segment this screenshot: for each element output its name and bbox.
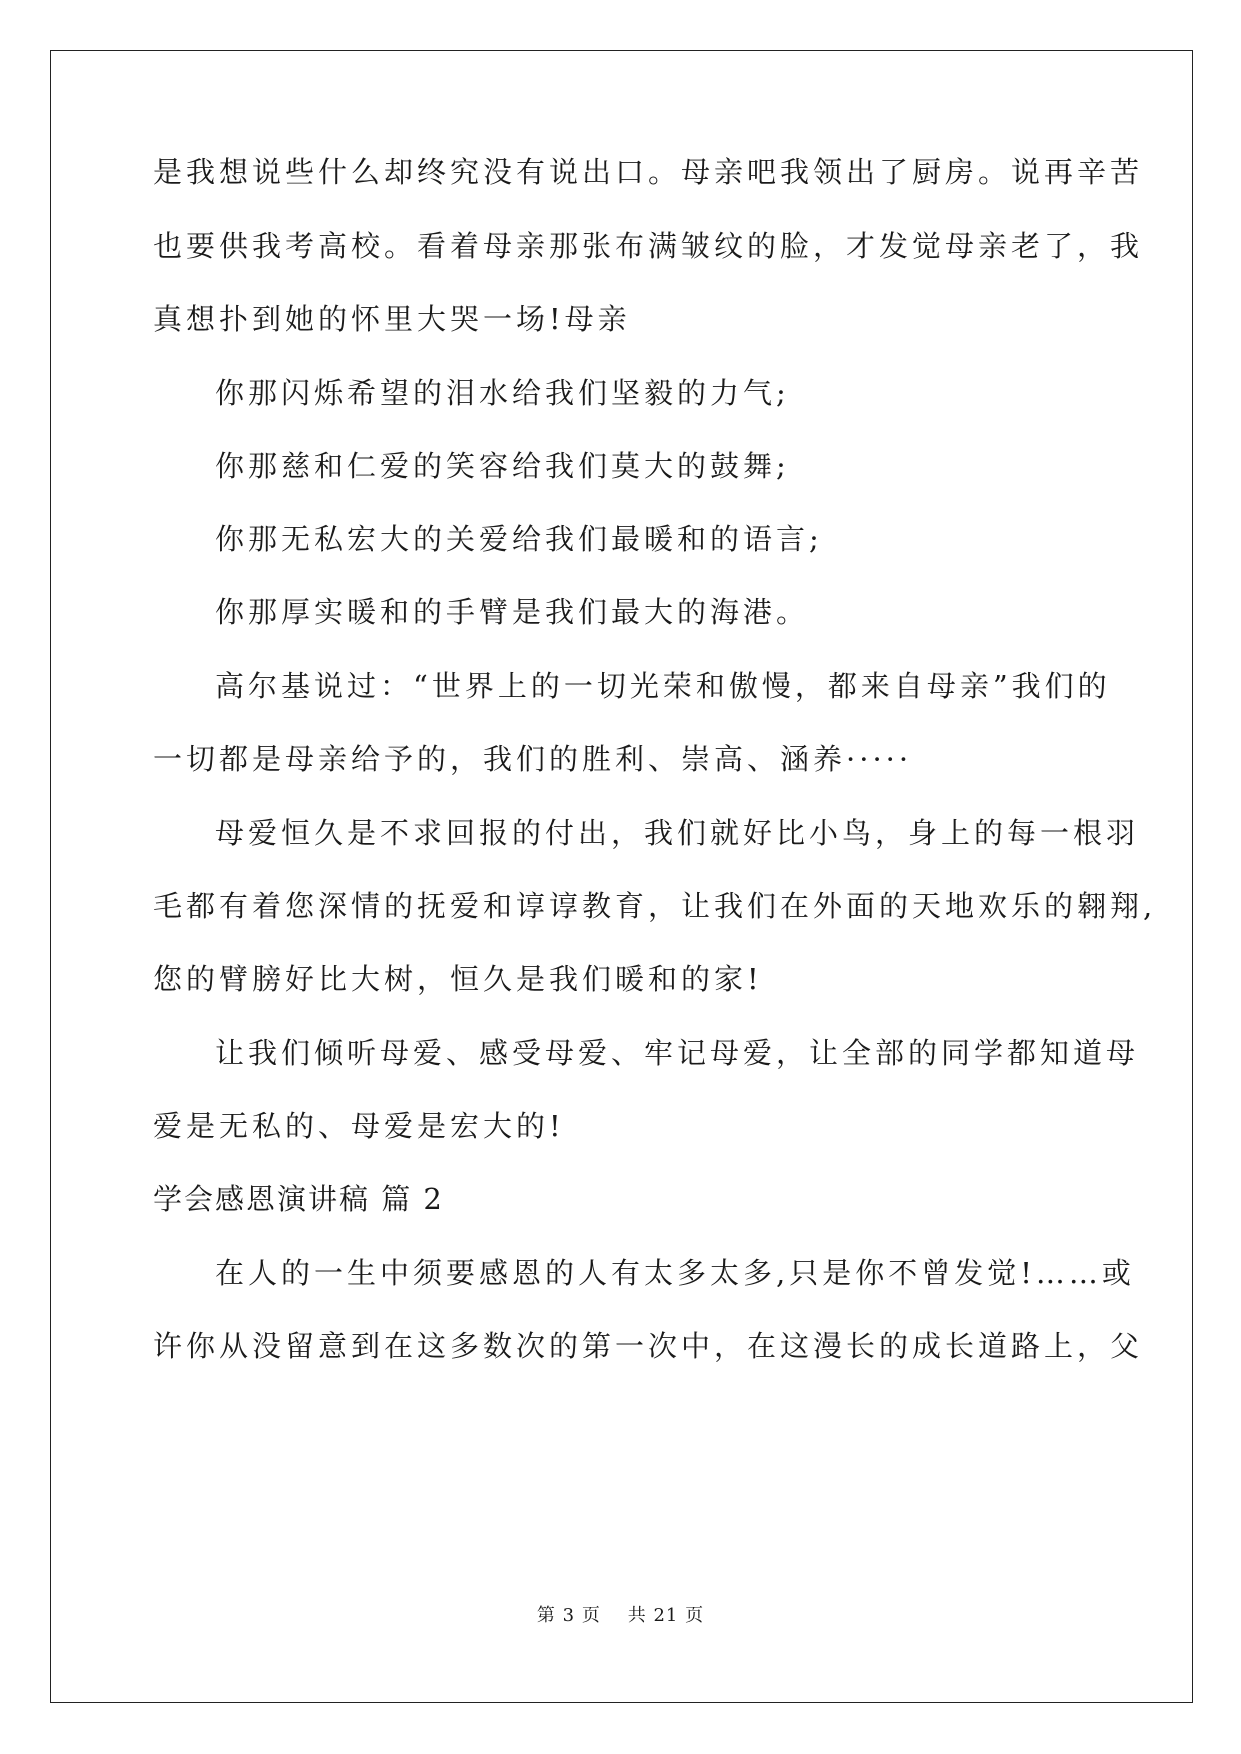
page-total: 共 21 页	[627, 1605, 705, 1626]
text-line: 毛都有着您深情的抚爱和谆谆教育，让我们在外面的天地欢乐的翱翔,	[153, 889, 1157, 923]
text-line: 真想扑到她的怀里大哭一场!母亲	[153, 302, 631, 336]
text-line: 也要供我考高校。看着母亲那张布满皱纹的脸，才发觉母亲老了，我	[153, 229, 1144, 263]
text-line: 在人的一生中须要感恩的人有太多太多,只是你不曾发觉!……或	[215, 1256, 1135, 1290]
text-line: 你那慈和仁爱的笑容给我们莫大的鼓舞;	[215, 449, 790, 483]
text-line: 你那厚实暖和的手臂是我们最大的海港。	[215, 595, 810, 629]
text-line: 你那无私宏大的关爱给我们最暖和的语言;	[215, 522, 823, 556]
text-line: 爱是无私的、母爱是宏大的!	[153, 1109, 565, 1143]
text-line: 一切都是母亲给予的，我们的胜利、崇高、涵养·····	[153, 742, 913, 776]
text-line: 母爱恒久是不求回报的付出，我们就好比小鸟，身上的每一根羽	[215, 816, 1140, 850]
page-border	[50, 50, 1193, 1703]
text-line: 让我们倾听母爱、感受母爱、牢记母爱，让全部的同学都知道母	[215, 1036, 1140, 1070]
text-line: 是我想说些什么却终究没有说出口。母亲吧我领出了厨房。说再辛苦	[153, 155, 1144, 189]
page-footer	[0, 1604, 1241, 1628]
text-line: 您的臂膀好比大树，恒久是我们暖和的家!	[153, 962, 763, 996]
text-line: 高尔基说过：“世界上的一切光荣和傲慢，都来自母亲”我们的	[215, 669, 1111, 703]
section-heading: 学会感恩演讲稿 篇 2	[153, 1182, 444, 1216]
page-number: 第 3 页	[536, 1605, 601, 1626]
text-line: 你那闪烁希望的泪水给我们坚毅的力气;	[215, 376, 790, 410]
text-line: 许你从没留意到在这多数次的第一次中，在这漫长的成长道路上，父	[153, 1329, 1144, 1363]
